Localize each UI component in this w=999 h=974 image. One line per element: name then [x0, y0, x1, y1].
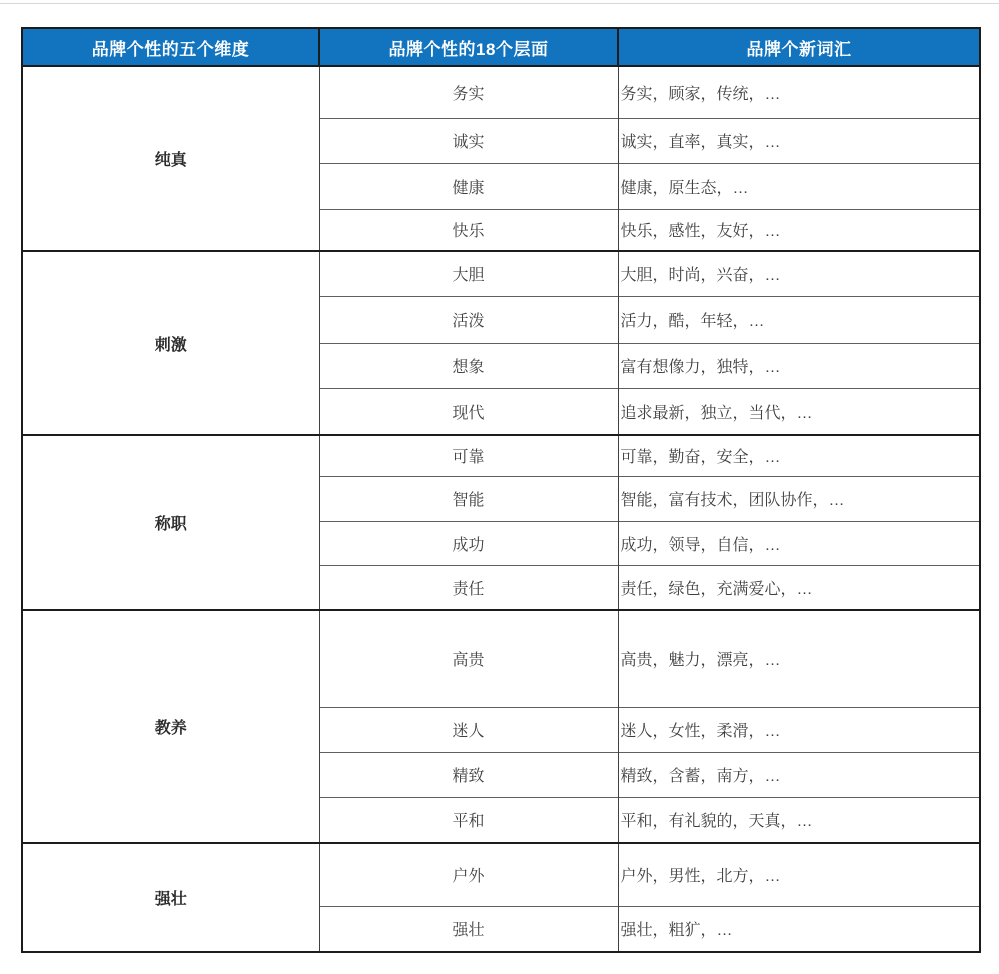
header-row — [22, 28, 980, 66]
vocab-cell: 可靠，勤奋，安全，… — [618, 435, 980, 476]
facet-cell: 精致 — [319, 752, 618, 797]
facet-cell: 强壮 — [319, 906, 618, 952]
vocab-cell: 精致，含蓄，南方，… — [618, 752, 980, 797]
vocab-cell: 强壮，粗犷，… — [618, 906, 980, 952]
facet-cell: 想象 — [319, 343, 618, 388]
dimension-cell: 刺激 — [22, 251, 319, 435]
dimension-cell: 教养 — [22, 610, 319, 843]
facet-cell: 成功 — [319, 521, 618, 565]
facet-cell: 智能 — [319, 476, 618, 521]
facet-cell: 诚实 — [319, 118, 618, 163]
vocab-cell: 大胆，时尚，兴奋，… — [618, 251, 980, 296]
vocab-cell: 富有想像力，独特，… — [618, 343, 980, 388]
dimension-cell: 强壮 — [22, 843, 319, 952]
vocab-cell: 诚实，直率，真实，… — [618, 118, 980, 163]
header-cell-dimensions: 品牌个性的五个维度 — [22, 28, 319, 66]
table-row — [22, 66, 980, 118]
facet-cell: 活泼 — [319, 296, 618, 343]
table-row — [22, 251, 980, 296]
facet-cell: 务实 — [319, 66, 618, 118]
brand-personality-table — [21, 27, 981, 953]
vocab-cell: 健康，原生态，… — [618, 163, 980, 209]
vocab-cell: 活力，酷，年轻，… — [618, 296, 980, 343]
facet-cell: 平和 — [319, 797, 618, 843]
table-row — [22, 610, 980, 707]
header-cell-vocabulary: 品牌个新词汇 — [618, 28, 980, 66]
vocab-cell: 平和，有礼貌的，天真，… — [618, 797, 980, 843]
facet-cell: 可靠 — [319, 435, 618, 476]
vocab-cell: 户外，男性，北方，… — [618, 843, 980, 906]
facet-cell: 健康 — [319, 163, 618, 209]
vocab-cell: 快乐，感性，友好，… — [618, 209, 980, 251]
facet-cell: 高贵 — [319, 610, 618, 707]
page-top-rule — [0, 3, 999, 4]
vocab-cell: 迷人，女性，柔滑，… — [618, 707, 980, 752]
vocab-cell: 成功，领导，自信，… — [618, 521, 980, 565]
facet-cell: 责任 — [319, 565, 618, 610]
facet-cell: 迷人 — [319, 707, 618, 752]
table-row — [22, 435, 980, 476]
table-container — [21, 27, 981, 953]
vocab-cell: 高贵，魅力，漂亮，… — [618, 610, 980, 707]
facet-cell: 现代 — [319, 388, 618, 435]
dimension-cell: 纯真 — [22, 66, 319, 251]
vocab-cell: 责任，绿色，充满爱心，… — [618, 565, 980, 610]
dimension-cell: 称职 — [22, 435, 319, 610]
facet-cell: 大胆 — [319, 251, 618, 296]
facet-cell: 快乐 — [319, 209, 618, 251]
table-row — [22, 843, 980, 906]
vocab-cell: 智能，富有技术，团队协作，… — [618, 476, 980, 521]
header-cell-facets: 品牌个性的18个层面 — [319, 28, 618, 66]
facet-cell: 户外 — [319, 843, 618, 906]
vocab-cell: 追求最新，独立，当代，… — [618, 388, 980, 435]
vocab-cell: 务实，顾家，传统，… — [618, 66, 980, 118]
